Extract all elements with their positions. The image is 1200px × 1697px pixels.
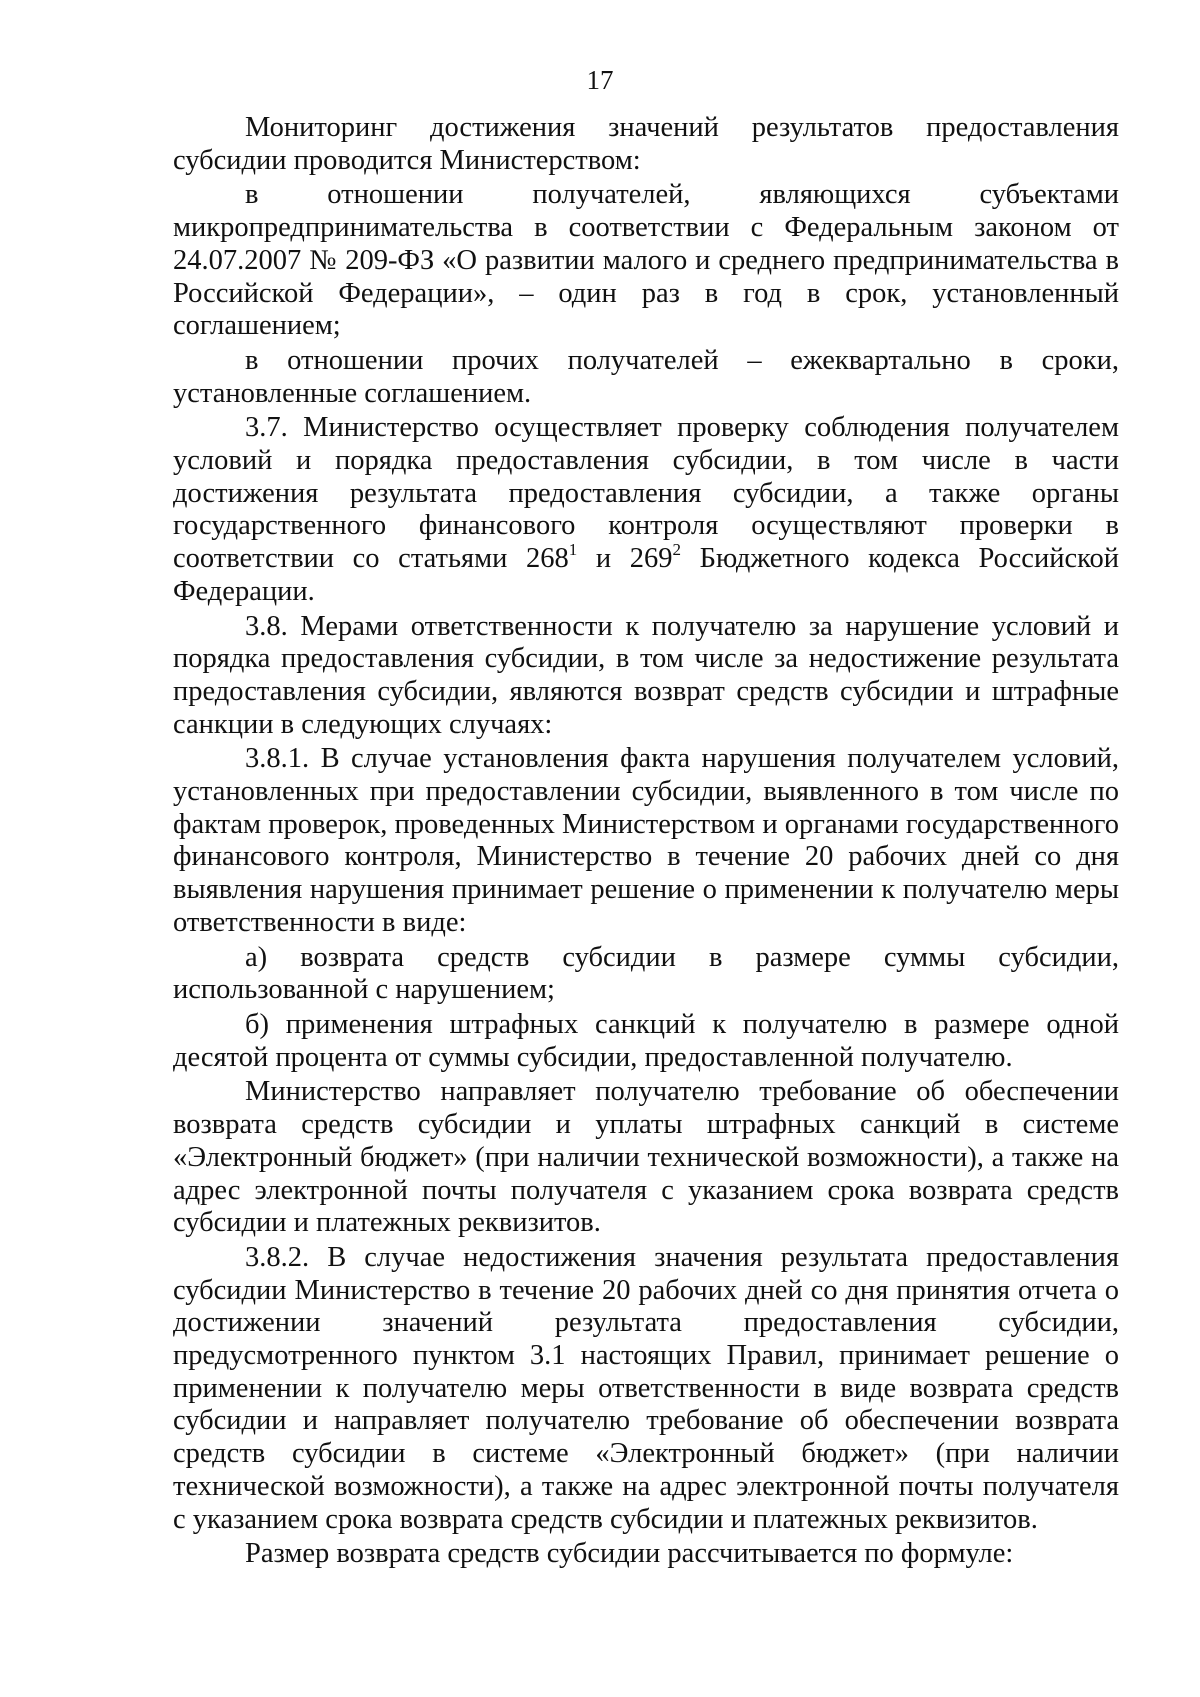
- paragraph-item-b: б) применения штрафных санкций к получателю в размере одной десятой процента от суммы субсидии, предоставленной получателю.: [173, 1008, 1119, 1073]
- paragraph-3-8-1: 3.8.1. В случае установления факта нарушения получателем условий, установленных при предоставлении субсидии, выявленного в том числе по фактам проверок, проведенных Министерством и органами государственного финансового контроля, Министерство в течение 20 рабочих дней со дня выявления нарушения принимает решение о применении к получателю меры ответственности в виде:: [173, 743, 1119, 938]
- paragraph-micro-entrepreneurs: в отношении получателей, являющихся субъектами микропредпринимательства в соответствии с Федеральным законом от 24.07.2007 № 209-ФЗ «О развитии малого и среднего предпринимательства в Российской Федерации», – один раз в год в срок, установленный соглашением;: [173, 179, 1119, 342]
- paragraph-3-7-text-2: и 269: [577, 543, 673, 575]
- paragraph-ministry-request: Министерство направляет получателю требование об обеспечении возврата средств субсидии и уплаты штрафных санкций в системе «Электронный бюджет» (при наличии технической возможности), а также на адрес электронной почты получателя с указанием срока возврата средств субсидии и платежных реквизитов.: [173, 1076, 1119, 1239]
- paragraph-3-8-2: 3.8.2. В случае недостижения значения результата предоставления субсидии Министерство в течение 20 рабочих дней со дня принятия отчета о достижении значений результата предоставления субсидии, предусмотренного пунктом 3.1 настоящих Правил, принимает решение о применении к получателю меры ответственности в виде возврата средств субсидии и направляет получателю требование об обеспечении возврата средств субсидии в системе «Электронный бюджет» (при наличии технической возможности), а также на адрес электронной почты получателя с указанием срока возврата средств субсидии и платежных реквизитов.: [173, 1241, 1119, 1535]
- paragraph-3-8: 3.8. Мерами ответственности к получателю за нарушение условий и порядка предоставления субсидии, в том числе за недостижение результата предоставления субсидии, являются возврат средств субсидии и штрафные санкции в следующих случаях:: [173, 610, 1119, 740]
- superscript-2: 2: [672, 539, 682, 559]
- document-body: [173, 112, 1119, 1571]
- paragraph-3-7: [173, 412, 1119, 608]
- paragraph-other-recipients: в отношении прочих получателей – ежеквартально в сроки, установленные соглашением.: [173, 344, 1119, 409]
- paragraph-item-a: а) возврата средств субсидии в размере суммы субсидии, использованной с нарушением;: [173, 941, 1119, 1006]
- paragraph-monitoring: Мониторинг достижения значений результатов предоставления субсидии проводится Министерством:: [173, 112, 1119, 176]
- page-number: 17: [586, 65, 614, 95]
- superscript-1: 1: [568, 539, 578, 559]
- paragraph-3-7-text: 3.7. Министерство осуществляет проверку соблюдения получателем условий и порядка предоставления субсидии, в том числе в части достижения результата предоставления субсидии, а также органы государственного финансового контроля осуществляют проверки в соответствии со статьями 268: [173, 412, 1119, 575]
- paragraph-3-7-text-3: Бюджетного кодекса Российской Федерации.: [173, 543, 1119, 607]
- paragraph-formula-intro: Размер возврата средств субсидии рассчитывается по формуле:: [245, 1538, 1014, 1570]
